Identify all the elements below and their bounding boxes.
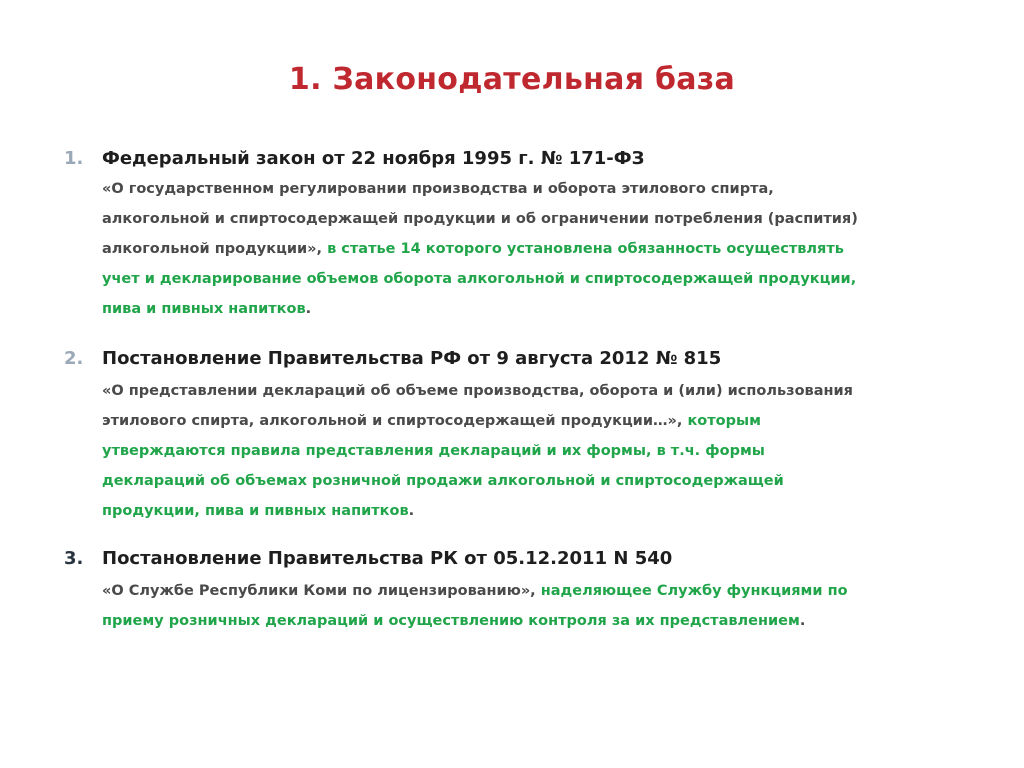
quote-tail: алкогольной продукции»,	[102, 241, 328, 257]
slide-title: 1. Законодательная база	[288, 62, 736, 97]
item-number: 3.	[64, 548, 84, 569]
highlight-text: продукции, пива и пивных напитков	[102, 503, 409, 519]
body-line	[102, 234, 982, 264]
item-body	[102, 376, 982, 526]
highlight-text: приему розничных деклараций и осуществлению контроля за их представлением	[102, 613, 800, 629]
body-line: «О государственном регулировании производства и оборота этилового спирта,	[102, 181, 774, 197]
line-end: .	[799, 613, 806, 629]
body-line: «О представлении деклараций об объеме производства, оборота и (или) использования	[102, 383, 853, 399]
body-line: утверждаются правила представления деклараций и их формы, в т.ч. формы	[102, 443, 765, 459]
highlight-text: наделяющее Службу функциями по	[540, 583, 848, 599]
body-line: алкогольной и спиртосодержащей продукции и об ограничении потребления (распития)	[102, 211, 858, 227]
highlight-text: которым	[687, 413, 761, 429]
item-heading: Федеральный закон от 22 ноября 1995 г. № 171-ФЗ	[102, 148, 645, 169]
highlight-text: пива и пивных напитков	[102, 301, 306, 317]
quote-tail: «О Службе Республики Коми по лицензированию»,	[102, 583, 541, 599]
quote-tail: этилового спирта, алкогольной и спиртосодержащей продукции…»,	[102, 413, 688, 429]
body-line	[102, 496, 982, 526]
body-line	[102, 294, 982, 324]
body-line	[102, 576, 982, 606]
item-number: 2.	[64, 348, 84, 369]
body-line: деклараций об объемах розничной продажи алкогольной и спиртосодержащей	[102, 473, 784, 489]
body-line	[102, 406, 982, 436]
item-number: 1.	[64, 148, 84, 169]
item-body	[102, 576, 982, 636]
item-body	[102, 174, 982, 324]
item-heading: Постановление Правительства РК от 05.12.2011 N 540	[102, 548, 673, 569]
line-end: .	[408, 503, 415, 519]
highlight-text: в статье 14 которого установлена обязанность осуществлять	[327, 241, 844, 257]
item-heading: Постановление Правительства РФ от 9 августа 2012 № 815	[102, 348, 722, 369]
body-line: учет и декларирование объемов оборота алкогольной и спиртосодержащей продукции,	[102, 271, 857, 287]
body-line	[102, 606, 982, 636]
line-end: .	[305, 301, 312, 317]
